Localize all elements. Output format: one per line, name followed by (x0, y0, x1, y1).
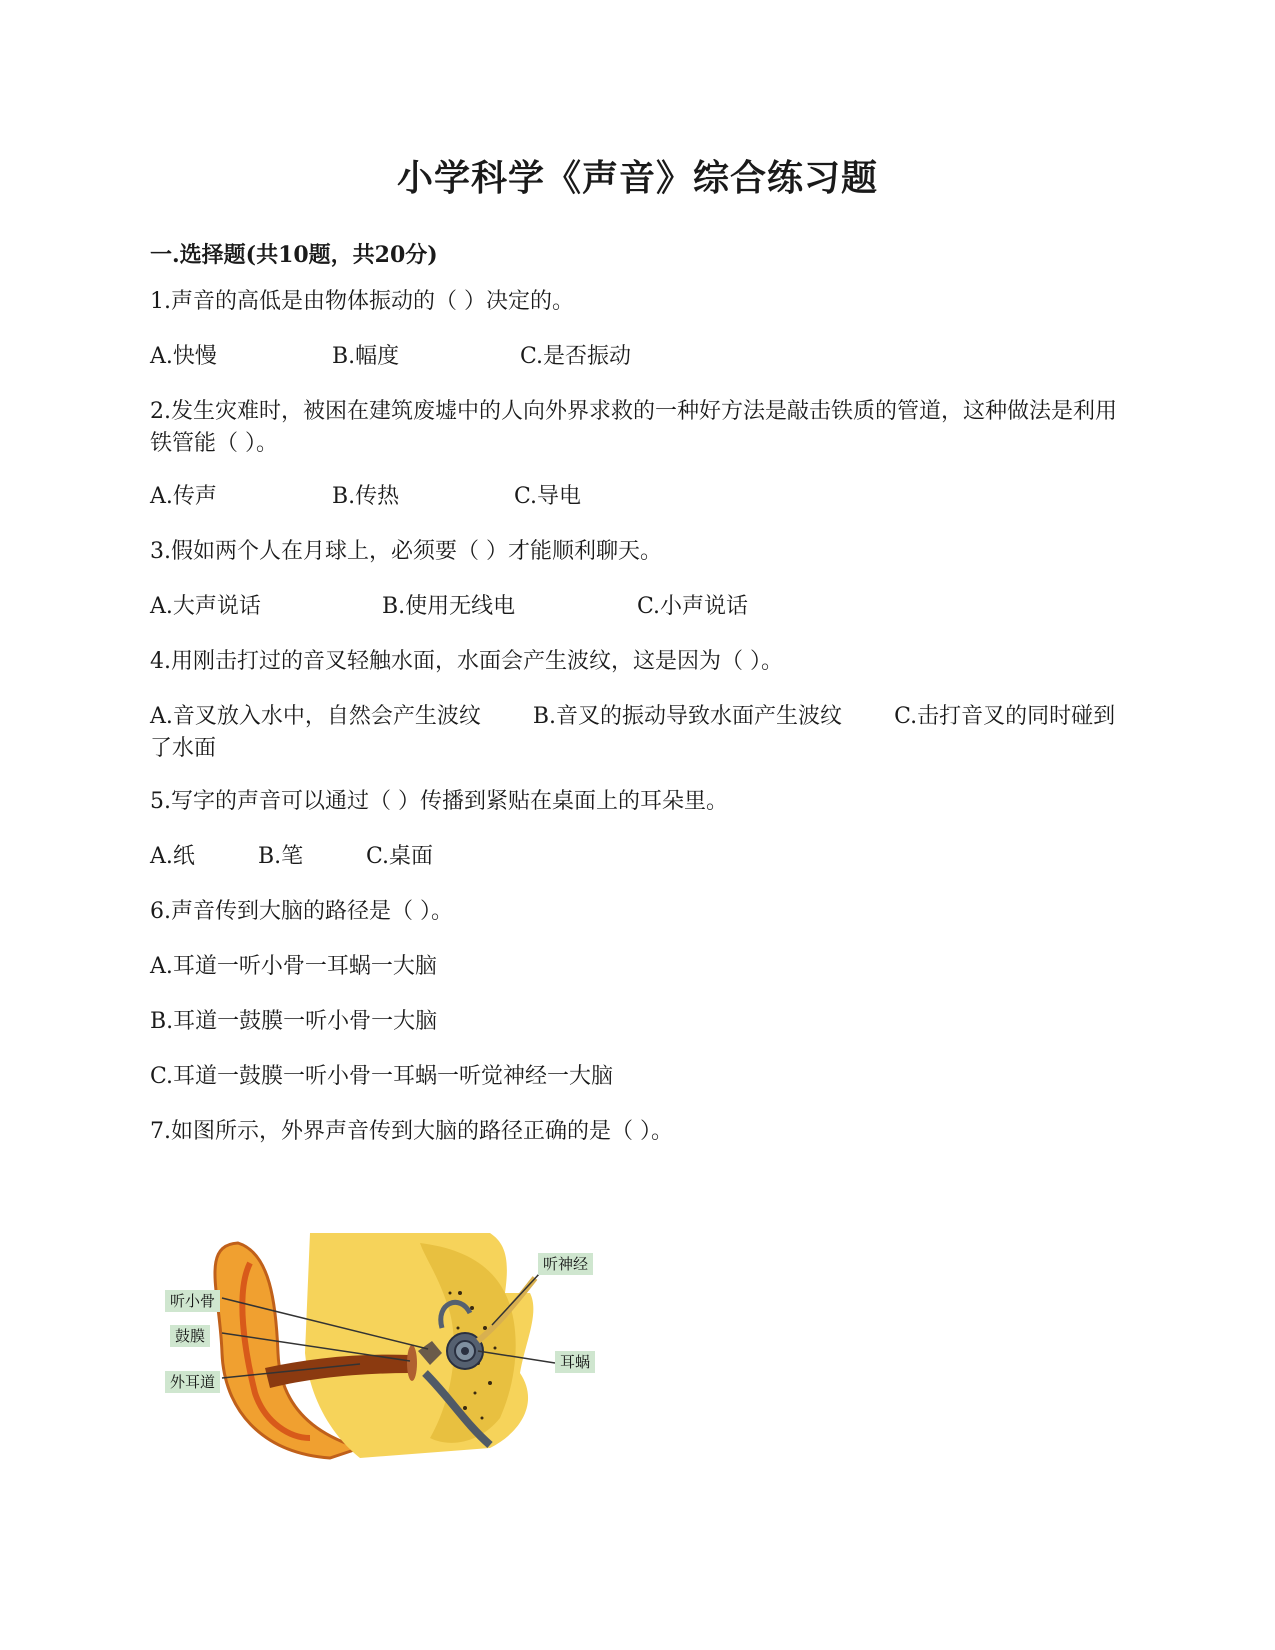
question-1-options (150, 341, 631, 373)
q6-option-c: C.耳道一鼓膜一听小骨一耳蜗一听觉神经一大脑 (150, 1064, 614, 1089)
question-4-stem: 4.用刚击打过的音叉轻触水面，水面会产生波纹，这是因为（ ）。 (150, 649, 783, 674)
q6-option-b: B.耳道一鼓膜一听小骨一大脑 (150, 1009, 438, 1034)
q5-option-c: C.桌面 (366, 844, 434, 869)
question-2-options (150, 481, 581, 513)
q4-option-c: C.击打音叉的同时碰到了水面 (150, 704, 1116, 761)
label-cochlea: 耳蜗 (555, 1351, 595, 1373)
q5-option-b: B.笔 (258, 844, 304, 869)
label-eardrum: 鼓膜 (170, 1325, 210, 1347)
label-ear-canal: 外耳道 (165, 1371, 220, 1393)
question-5-options (150, 841, 433, 873)
question-4-options (150, 701, 1120, 765)
q1-option-a: A.快慢 (150, 344, 217, 369)
question-5-stem: 5.写字的声音可以通过（ ）传播到紧贴在桌面上的耳朵里。 (150, 789, 728, 814)
question-2-stem: 2.发生灾难时，被困在建筑废墟中的人向外界求救的一种好方法是敲击铁质的管道，这种做法是利用铁管能（ ）。 (150, 399, 1117, 456)
label-ossicles: 听小骨 (165, 1290, 220, 1312)
q5-option-a: A.纸 (150, 844, 195, 869)
label-auditory-nerve: 听神经 (538, 1253, 593, 1275)
question-3-options (150, 591, 748, 623)
q3-option-c: C.小声说话 (637, 594, 749, 619)
q3-option-b: B.使用无线电 (382, 594, 516, 619)
section-title: 一.选择题(共10题，共20分) (150, 242, 438, 268)
q3-option-a: A.大声说话 (150, 594, 261, 619)
question-7-stem: 7.如图所示，外界声音传到大脑的路径正确的是（ ）。 (150, 1119, 673, 1144)
q2-option-a: A.传声 (150, 484, 217, 509)
question-3-stem: 3.假如两个人在月球上，必须要（ ）才能顺利聊天。 (150, 539, 662, 564)
q4-option-a: A.音叉放入水中，自然会产生波纹 (150, 704, 481, 729)
q1-option-c: C.是否振动 (520, 344, 632, 369)
q1-option-b: B.幅度 (332, 344, 400, 369)
question-1-stem: 1.声音的高低是由物体振动的（ ）决定的。 (150, 289, 574, 314)
q2-option-b: B.传热 (332, 484, 400, 509)
ear-anatomy-figure (160, 1233, 660, 1468)
page-title: 小学科学《声音》综合练习题 (396, 157, 878, 199)
q4-option-b: B.音叉的振动导致水面产生波纹 (532, 704, 843, 729)
q2-option-c: C.导电 (514, 484, 582, 509)
question-6-stem: 6.声音传到大脑的路径是（ ）。 (150, 899, 453, 924)
q6-option-a: A.耳道一听小骨一耳蜗一大脑 (150, 954, 437, 979)
